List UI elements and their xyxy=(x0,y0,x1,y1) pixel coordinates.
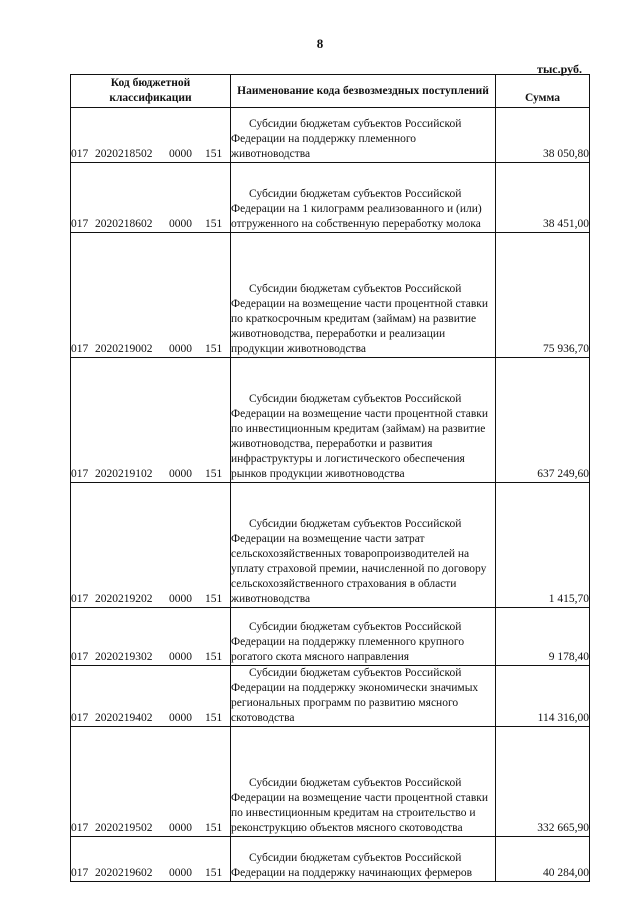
amount-cell: 40 284,00 xyxy=(496,837,590,882)
revenue-code: 2020218502 xyxy=(95,148,153,160)
revenue-name-cell xyxy=(231,837,496,882)
revenue-name-cell xyxy=(231,666,496,727)
sub-code: 0000 xyxy=(169,218,192,230)
sub-code: 0000 xyxy=(169,712,192,724)
admin-code: 017 xyxy=(71,593,89,605)
admin-code: 017 xyxy=(71,712,89,724)
revenue-name: Субсидии бюджетам субъектов Российской Федерации на поддержку начинающих фермеров xyxy=(231,852,473,879)
budget-code-cell xyxy=(71,727,231,837)
revenue-name-cell xyxy=(231,358,496,483)
revenue-name: Субсидии бюджетам субъектов Российской Федерации на возмещение части затрат сельскохозяйственных товаропроизводителей на уплату страховой премии, начисленной по договору сельскохозяйственного страхования в области животноводства xyxy=(231,518,487,605)
budget-revenue-table xyxy=(70,74,590,882)
sub-code: 0000 xyxy=(169,343,192,355)
units-label: тыс.руб. xyxy=(537,62,582,76)
header-code: Код бюджетной классификации xyxy=(71,75,231,108)
budget-code-cell xyxy=(71,666,231,727)
table-row xyxy=(71,358,590,483)
revenue-name-cell xyxy=(231,608,496,666)
revenue-code: 2020219202 xyxy=(95,593,153,605)
amount-cell: 332 665,90 xyxy=(496,727,590,837)
revenue-code: 2020219002 xyxy=(95,343,153,355)
kosgu-code: 151 xyxy=(205,867,223,879)
admin-code: 017 xyxy=(71,822,89,834)
sub-code: 0000 xyxy=(169,468,192,480)
revenue-name: Субсидии бюджетам субъектов Российской Федерации на поддержку экономически значимых региональных программ по развитию мясного скотоводства xyxy=(231,667,479,724)
kosgu-code: 151 xyxy=(205,468,223,480)
table-row xyxy=(71,108,590,163)
revenue-name-cell xyxy=(231,727,496,837)
amount-cell: 38 050,80 xyxy=(496,108,590,163)
admin-code: 017 xyxy=(71,218,89,230)
revenue-name-cell xyxy=(231,163,496,233)
header-name: Наименование кода безвозмездных поступлений xyxy=(231,75,496,108)
admin-code: 017 xyxy=(71,468,89,480)
revenue-name-cell xyxy=(231,233,496,358)
revenue-code: 2020219502 xyxy=(95,822,153,834)
revenue-code: 2020219302 xyxy=(95,651,153,663)
sub-code: 0000 xyxy=(169,867,192,879)
revenue-name: Субсидии бюджетам субъектов Российской Федерации на 1 килограмм реализованного и (или) отгруженного на собственную переработку молока xyxy=(231,188,482,230)
header-amount: Сумма xyxy=(496,75,590,108)
admin-code: 017 xyxy=(71,343,89,355)
kosgu-code: 151 xyxy=(205,822,223,834)
revenue-code: 2020218602 xyxy=(95,218,153,230)
budget-code-cell xyxy=(71,358,231,483)
kosgu-code: 151 xyxy=(205,651,223,663)
kosgu-code: 151 xyxy=(205,593,223,605)
revenue-name-cell xyxy=(231,483,496,608)
kosgu-code: 151 xyxy=(205,148,223,160)
kosgu-code: 151 xyxy=(205,343,223,355)
amount-cell: 75 936,70 xyxy=(496,233,590,358)
table-row xyxy=(71,483,590,608)
table-row xyxy=(71,666,590,727)
budget-code-cell xyxy=(71,837,231,882)
table-row xyxy=(71,727,590,837)
admin-code: 017 xyxy=(71,867,89,879)
table-row xyxy=(71,163,590,233)
amount-cell: 637 249,60 xyxy=(496,358,590,483)
admin-code: 017 xyxy=(71,148,89,160)
budget-code-cell xyxy=(71,163,231,233)
sub-code: 0000 xyxy=(169,593,192,605)
amount-cell: 114 316,00 xyxy=(496,666,590,727)
page-number: 8 xyxy=(316,36,324,51)
kosgu-code: 151 xyxy=(205,218,223,230)
admin-code: 017 xyxy=(71,651,89,663)
sub-code: 0000 xyxy=(169,148,192,160)
amount-cell: 9 178,40 xyxy=(496,608,590,666)
revenue-name: Субсидии бюджетам субъектов Российской Федерации на возмещение части процентной ставки по краткосрочным кредитам (займам) на развитие животноводства, переработки и реализации продукции животноводства xyxy=(231,283,489,355)
sub-code: 0000 xyxy=(169,651,192,663)
table-row xyxy=(71,233,590,358)
revenue-name: Субсидии бюджетам субъектов Российской Федерации на поддержку племенного животноводства xyxy=(231,118,462,160)
revenue-name-cell xyxy=(231,108,496,163)
table-row xyxy=(71,837,590,882)
amount-cell: 38 451,00 xyxy=(496,163,590,233)
budget-code-cell xyxy=(71,608,231,666)
revenue-code: 2020219102 xyxy=(95,468,153,480)
budget-code-cell xyxy=(71,108,231,163)
revenue-name: Субсидии бюджетам субъектов Российской Федерации на возмещение части процентной ставки по инвестиционным кредитам на строительство и реконструкцию объектов мясного скотоводства xyxy=(231,777,489,834)
table-header-row xyxy=(71,75,590,108)
budget-code-cell xyxy=(71,233,231,358)
sub-code: 0000 xyxy=(169,822,192,834)
revenue-code: 2020219602 xyxy=(95,867,153,879)
revenue-name: Субсидии бюджетам субъектов Российской Федерации на поддержку племенного крупного рогатого скота мясного направления xyxy=(231,621,465,663)
revenue-code: 2020219402 xyxy=(95,712,153,724)
table-row xyxy=(71,608,590,666)
amount-cell: 1 415,70 xyxy=(496,483,590,608)
budget-code-cell xyxy=(71,483,231,608)
kosgu-code: 151 xyxy=(205,712,223,724)
revenue-name: Субсидии бюджетам субъектов Российской Федерации на возмещение части процентной ставки по инвестиционным кредитам (займам) на развитие животноводства, переработки и развития инфраструктуры и логистического обеспечения рынков продукции животноводства xyxy=(231,393,489,480)
